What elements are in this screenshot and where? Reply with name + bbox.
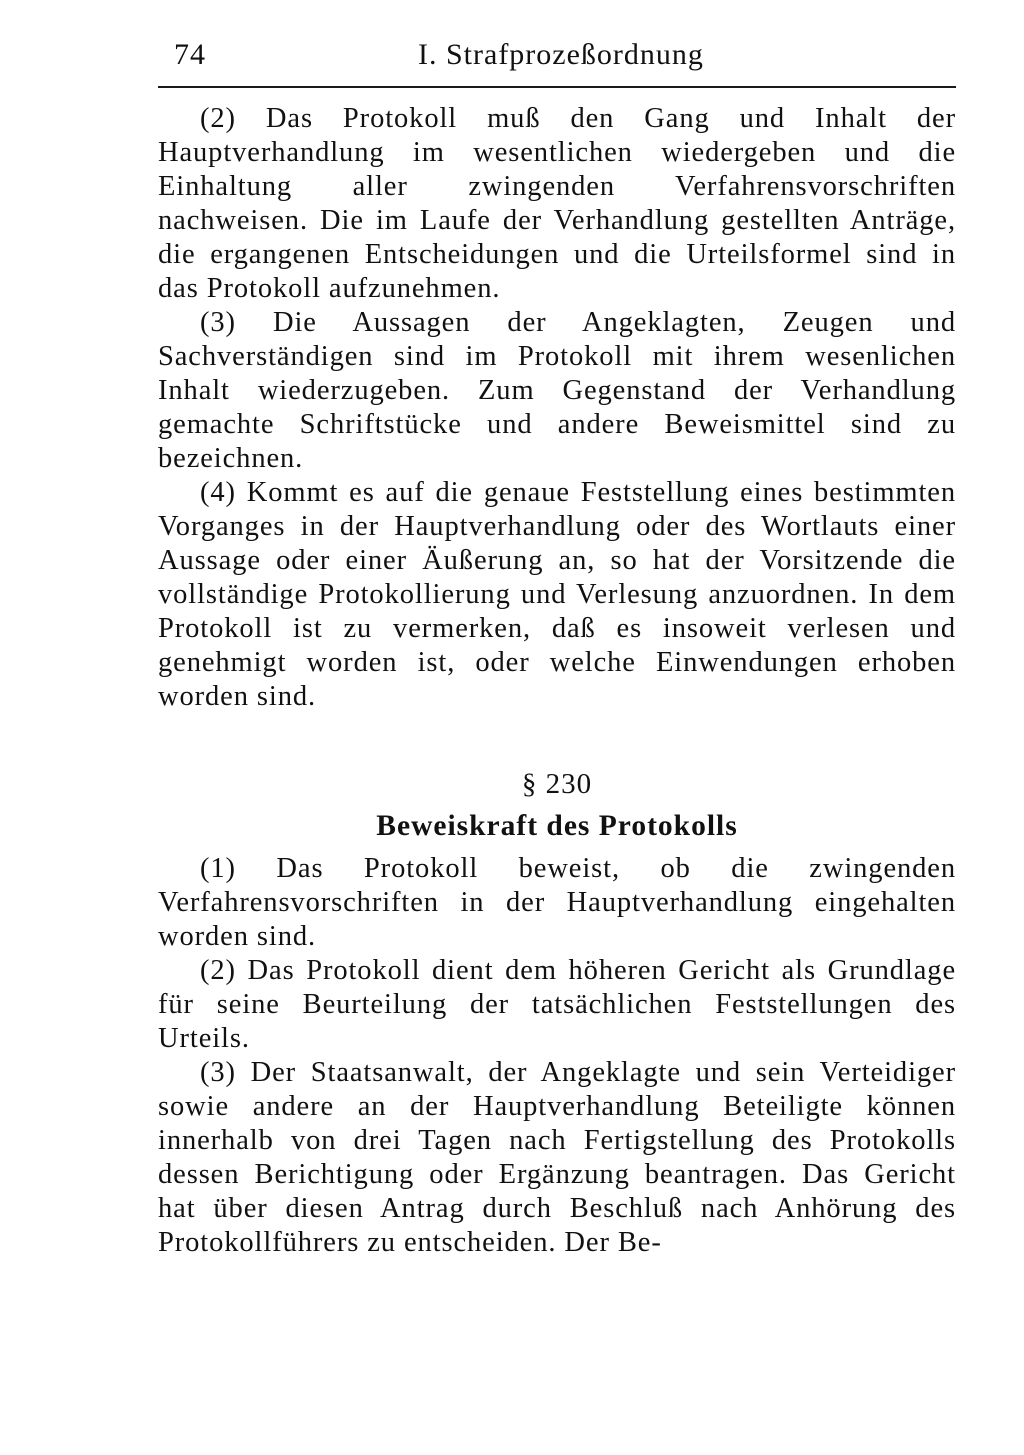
section-number: § 230	[521, 768, 593, 800]
paragraph-2: (2) Das Protokoll muß den Gang und Inhalt der Hauptverhandlung im wesentlichen wiedergeben und die Einhaltung aller zwingenden Verfahrensvorschriften nachweisen. Die im Laufe der Verhandlung gestellten Anträge, die ergangenen Entscheidungen und die Urteilsformel sind in das Protokoll aufzunehmen.	[158, 103, 956, 304]
paragraph-4: (4) Kommt es auf die genaue Feststellung eines bestimmten Vorganges in der Hauptverhandlung oder des Wortlauts einer Aussage oder einer Äußerung an, so hat der Vorsitzende die vollständige Protokollierung und Verlesung anzuordnen. In dem Protokoll ist zu vermerken, daß es insoweit verlesen und genehmigt worden ist, oder welche Einwendungen erhoben worden sind.	[158, 477, 956, 712]
running-header	[158, 30, 956, 88]
section-paragraph-3: (3) Der Staatsanwalt, der Angeklagte und sein Verteidiger sowie andere an der Hauptverhandlung Beteiligte können innerhalb von drei Tagen nach Fertigstellung des Protokolls dessen Berichtigung oder Ergänzung beantragen. Das Gericht hat über diesen Antrag durch Beschluß nach Anhörung des Protokollführers zu entscheiden. Der Be-	[158, 1057, 956, 1258]
paragraphs-continued	[158, 102, 956, 714]
section-paragraph-1: (1) Das Protokoll beweist, ob die zwingenden Verfahrensvorschriften in der Hauptverhandlung eingehalten worden sind.	[158, 853, 956, 952]
document-page	[158, 30, 956, 1260]
section-paragraph-2: (2) Das Protokoll dient dem höheren Gericht als Grundlage für seine Beurteilung der tatsächlichen Feststellungen des Urteils.	[158, 955, 956, 1054]
paragraph-3: (3) Die Aussagen der Angeklagten, Zeugen und Sachverständigen sind im Protokoll mit ihrem wesenlichen Inhalt wiederzugeben. Zum Gegenstand der Verhandlung gemachte Schriftstücke und andere Beweismittel sind zu bezeichnen.	[158, 307, 956, 474]
page-number: 74	[174, 38, 206, 71]
section-title: Beweiskraft des Protokolls	[376, 810, 738, 842]
section-paragraphs	[158, 852, 956, 1260]
running-title: I. Strafprozeßordnung	[418, 38, 704, 71]
